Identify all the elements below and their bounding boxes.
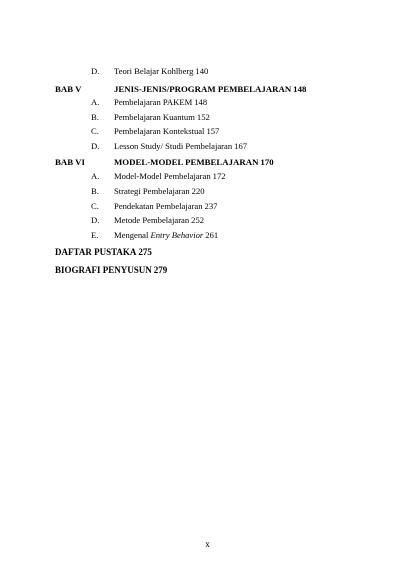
toc-entry-title-plain: Mengenal (114, 230, 151, 240)
toc-entry-letter: C. (91, 201, 99, 211)
toc-entry-page: 157 (206, 126, 220, 136)
toc-entry-title: Pembelajaran Kuantum (114, 112, 195, 122)
toc-entry-page: 172 (212, 171, 226, 181)
toc-entry-page: 148 (293, 84, 307, 94)
toc-entry-title-italic: Entry Behavior (150, 230, 204, 240)
toc-entry-letter: B. (91, 186, 99, 196)
toc-entry-page: 140 (195, 66, 209, 76)
toc-entry-title: Lesson Study/ Studi Pembelajaran (114, 141, 233, 151)
toc-chapter-title: JENIS-JENIS/PROGRAM PEMBELAJARAN (114, 84, 292, 94)
toc-entry-page: 261 (205, 230, 219, 240)
toc-entry-title: BIOGRAFI PENYUSUN (55, 265, 152, 275)
toc-entry-title: Teori Belajar Kohlberg (114, 66, 194, 76)
toc-entry-page: 170 (260, 157, 274, 167)
toc-entry-letter: C. (91, 126, 99, 136)
toc-entry-title: Metode Pembelajaran (114, 215, 190, 225)
toc-entry-title: Pembelajaran Kontekstual (114, 126, 205, 136)
toc-entry-title: Strategi Pembelajaran (114, 186, 190, 196)
toc-entry-page: 148 (194, 97, 208, 107)
toc-entry-title: Pembelajaran PAKEM (114, 97, 193, 107)
toc-entry-letter: A. (91, 97, 100, 107)
toc-entry-page: 237 (204, 201, 218, 211)
toc-entry-page: 279 (153, 265, 168, 275)
toc-entry-title (114, 228, 203, 242)
toc-entry-title: DAFTAR PUSTAKA (55, 247, 137, 257)
toc-entry-letter: D. (91, 66, 100, 76)
page-number: x (205, 539, 210, 549)
toc-entry-page: 167 (234, 141, 248, 151)
toc-entry-letter: D. (91, 141, 100, 151)
toc-entry-page: 252 (191, 215, 205, 225)
toc-entry-letter: A. (91, 171, 100, 181)
toc-entry-letter: D. (91, 215, 100, 225)
toc-entry-letter: E. (91, 230, 99, 240)
toc-entry-title: Pendekatan Pembelajaran (114, 201, 203, 211)
toc-entry-page: 152 (196, 112, 210, 122)
toc-chapter-number: BAB V (55, 84, 82, 94)
toc-entry-page: 275 (138, 247, 152, 257)
toc-chapter-number: BAB VI (55, 157, 85, 167)
toc-chapter-title: MODEL-MODEL PEMBELAJARAN (114, 157, 259, 167)
toc-entry-title: Model-Model Pembelajaran (114, 171, 211, 181)
toc-entry-letter: B. (91, 112, 99, 122)
toc-entry-page: 220 (191, 186, 205, 196)
